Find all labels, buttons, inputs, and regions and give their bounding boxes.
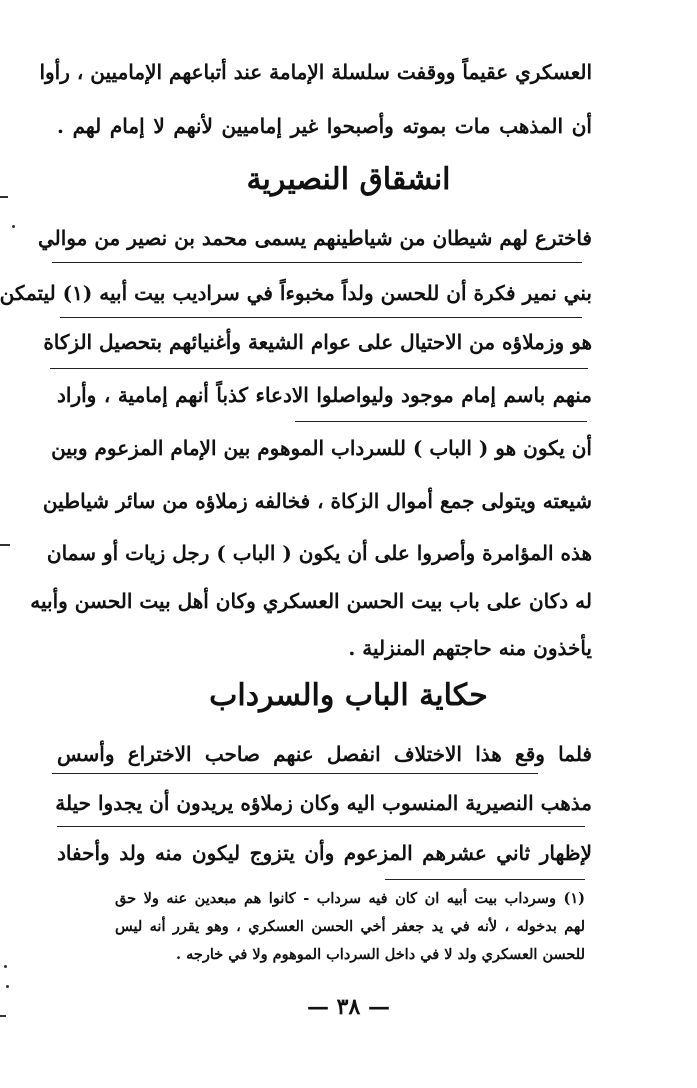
text-line: شيعته ويتولى جمع أموال الزكاة ، فخالفه زملاؤه من سائر شياطين (42, 489, 592, 513)
underline-rule (60, 317, 582, 318)
underline-rule (295, 421, 587, 422)
scan-mark (0, 196, 8, 198)
text-line: منهم باسم إمام موجود وليواصلوا الادعاء كذباً أنهم إمامية ، وأراد (57, 383, 592, 407)
footnote-line: للحسن العسكري ولد لا في داخل السرداب الموهوم ولا في خارجه . (176, 946, 585, 963)
underline-rule (52, 262, 582, 263)
text-line: العسكري عقيماً ووقفت سلسلة الإمامة عند أتباعهم الإماميين ، رأوا (39, 60, 592, 84)
text-line: لإظهار ثاني عشرهم المزعوم وأن يتزوج ليكون منه ولد وأحفاد (57, 841, 592, 865)
underline-rule (50, 368, 588, 369)
scan-dot (4, 965, 7, 968)
scan-mark (0, 544, 10, 546)
underline-rule (52, 773, 538, 774)
footnote-line: (١) وسرداب بيت أبيه ان كان فيه سرداب - كانوا هم مبعدين عنه ولا حق (115, 890, 585, 907)
scan-mark (0, 1015, 6, 1017)
text-line: له دكان على باب بيت الحسن العسكري وكان أهل بيت الحسن وأبيه (30, 589, 592, 613)
scan-dot (12, 225, 15, 228)
text-line: أن يكون هو ( الباب ) للسرداب الموهوم بين الإمام المزعوم وبين (51, 436, 592, 460)
text-line: هذه المؤامرة وأصروا على أن يكون ( الباب ) رجل زيات أو سمان (46, 541, 592, 565)
section-heading-nusayriyya: انشقاق النصيرية (246, 162, 451, 197)
section-heading-bab-sirdab: حكاية الباب والسرداب (209, 678, 488, 713)
footnote-separator (385, 879, 585, 880)
text-line: مذهب النصيرية المنسوب اليه وكان زملاؤه يريدون أن يجدوا حيلة (55, 791, 592, 815)
page-number: — ٣٨ — (307, 994, 390, 1020)
underline-rule (57, 826, 585, 827)
scan-dot (6, 985, 9, 988)
text-line: بني نمير فكرة أن للحسن ولداً مخبوءاً في سراديب بيت أبيه (١) ليتمكن (0, 281, 592, 305)
text-line: يأخذون منه حاجتهم المنزلية . (348, 636, 592, 660)
text-line: فاخترع لهم شيطان من شياطينهم يسمى محمد بن نصير من موالي (38, 226, 592, 250)
text-line: هو وزملاؤه من الاحتيال على عوام الشيعة وأغنيائهم بتحصيل الزكاة (43, 330, 592, 354)
text-line: أن المذهب مات بموته وأصبحوا غير إماميين لأنهم لا إمام لهم . (57, 114, 592, 138)
footnote-line: لهم بدخوله ، لأنه في يد جعفر أخي الحسن العسكري ، وهو يقرر أنه ليس (115, 918, 585, 935)
text-line: فلما وقع هذا الاختلاف انفصل عنهم صاحب الاختراع وأسس (57, 742, 592, 766)
